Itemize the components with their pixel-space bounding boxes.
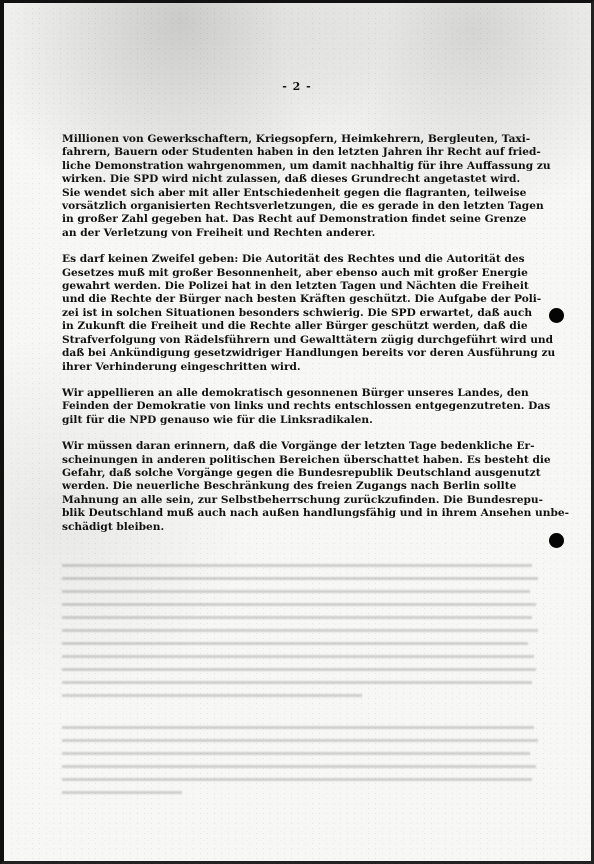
punch-hole-lower — [549, 533, 564, 548]
text-line: liche Demonstration wahrgenommen, um damit nachhaltig für ihre Auffassung zu — [62, 159, 551, 172]
paragraph-3 — [62, 387, 552, 427]
paragraph-4 — [62, 440, 570, 534]
text-line: Es darf keinen Zweifel geben: Die Autorität des Rechtes und die Autorität des — [62, 253, 525, 266]
text-line: vorsätzlich organisierten Rechtsverletzungen, die es gerade in den letzten Tagen — [62, 200, 544, 213]
text-line: werden. Die neuerliche Beschränkung des freien Zugangs nach Berlin sollte — [62, 480, 517, 493]
text-line: gewahrt werden. Die Polizei hat in den letzten Tagen und Nächten die Freiheit — [62, 280, 529, 293]
text-line: zei ist in solchen Situationen besonders schwierig. Die SPD erwartet, daß auch — [62, 306, 533, 319]
punch-hole-upper — [549, 308, 564, 323]
text-line: Gesetzes muß mit großer Besonnenheit, aber ebenso auch mit großer Energie — [62, 266, 528, 279]
page-number: - 2 - — [282, 80, 312, 93]
text-line: gilt für die NPD genauso wie für die Linksradikalen. — [62, 413, 373, 426]
text-line: Wir appellieren an alle demokratisch gesonnenen Bürger unseres Landes, den — [62, 386, 529, 399]
text-line: fahrern, Bauern oder Studenten haben in den letzten Jahren ihr Recht auf fried- — [62, 146, 541, 159]
text-line: Gefahr, daß solche Vorgänge gegen die Bundesrepublik Deutschland ausgenutzt — [62, 466, 541, 479]
bleed-through-strokes — [62, 558, 542, 818]
text-line: ihrer Verhinderung eingeschritten wird. — [62, 360, 301, 373]
text-line: Millionen von Gewerkschaftern, Kriegsopfern, Heimkehrern, Bergleuten, Taxi- — [62, 133, 531, 145]
bleed-through-text — [62, 558, 542, 822]
text-line: und die Rechte der Bürger nach besten Kräften geschützt. Die Aufgabe der Poli- — [62, 293, 542, 306]
text-line: an der Verletzung von Freiheit und Rechten anderer. — [62, 226, 376, 239]
text-line: Mahnung an alle sein, zur Selbstbeherrschung zurückzufinden. Die Bundesrepu- — [62, 493, 544, 506]
text-line: daß bei Ankündigung gesetzwidriger Handlungen bereits vor deren Ausführung zu — [62, 347, 556, 360]
text-line: in großer Zahl gegeben hat. Das Recht auf Demonstration findet seine Grenze — [62, 213, 527, 226]
text-line: wirken. Die SPD wird nicht zulassen, daß dieses Grundrecht angetastet wird. — [62, 173, 521, 186]
text-line: Feinden der Demokratie von links und rechts entschlossen entgegenzutreten. Das — [62, 400, 551, 413]
text-line: Sie wendet sich aber mit aller Entschiedenheit gegen die flagranten, teilweise — [62, 186, 527, 199]
text-line: scheinungen in anderen politischen Bereichen überschattet haben. Es besteht die — [62, 453, 551, 466]
text-line: Strafverfolgung von Rädelsführern und Gewalttätern zügig durchgeführt wird und — [62, 333, 554, 346]
paragraph-1 — [62, 133, 552, 240]
paragraph-2 — [62, 253, 556, 374]
document-body — [62, 133, 570, 547]
text-line: schädigt bleiben. — [62, 520, 165, 533]
text-line: blik Deutschland muß auch nach außen handlungsfähig und in ihrem Ansehen unbe- — [62, 507, 570, 520]
text-line: Wir müssen daran erinnern, daß die Vorgänge der letzten Tage bedenkliche Er- — [62, 440, 535, 453]
text-line: in Zukunft die Freiheit und die Rechte aller Bürger geschützt werden, daß die — [62, 320, 528, 333]
